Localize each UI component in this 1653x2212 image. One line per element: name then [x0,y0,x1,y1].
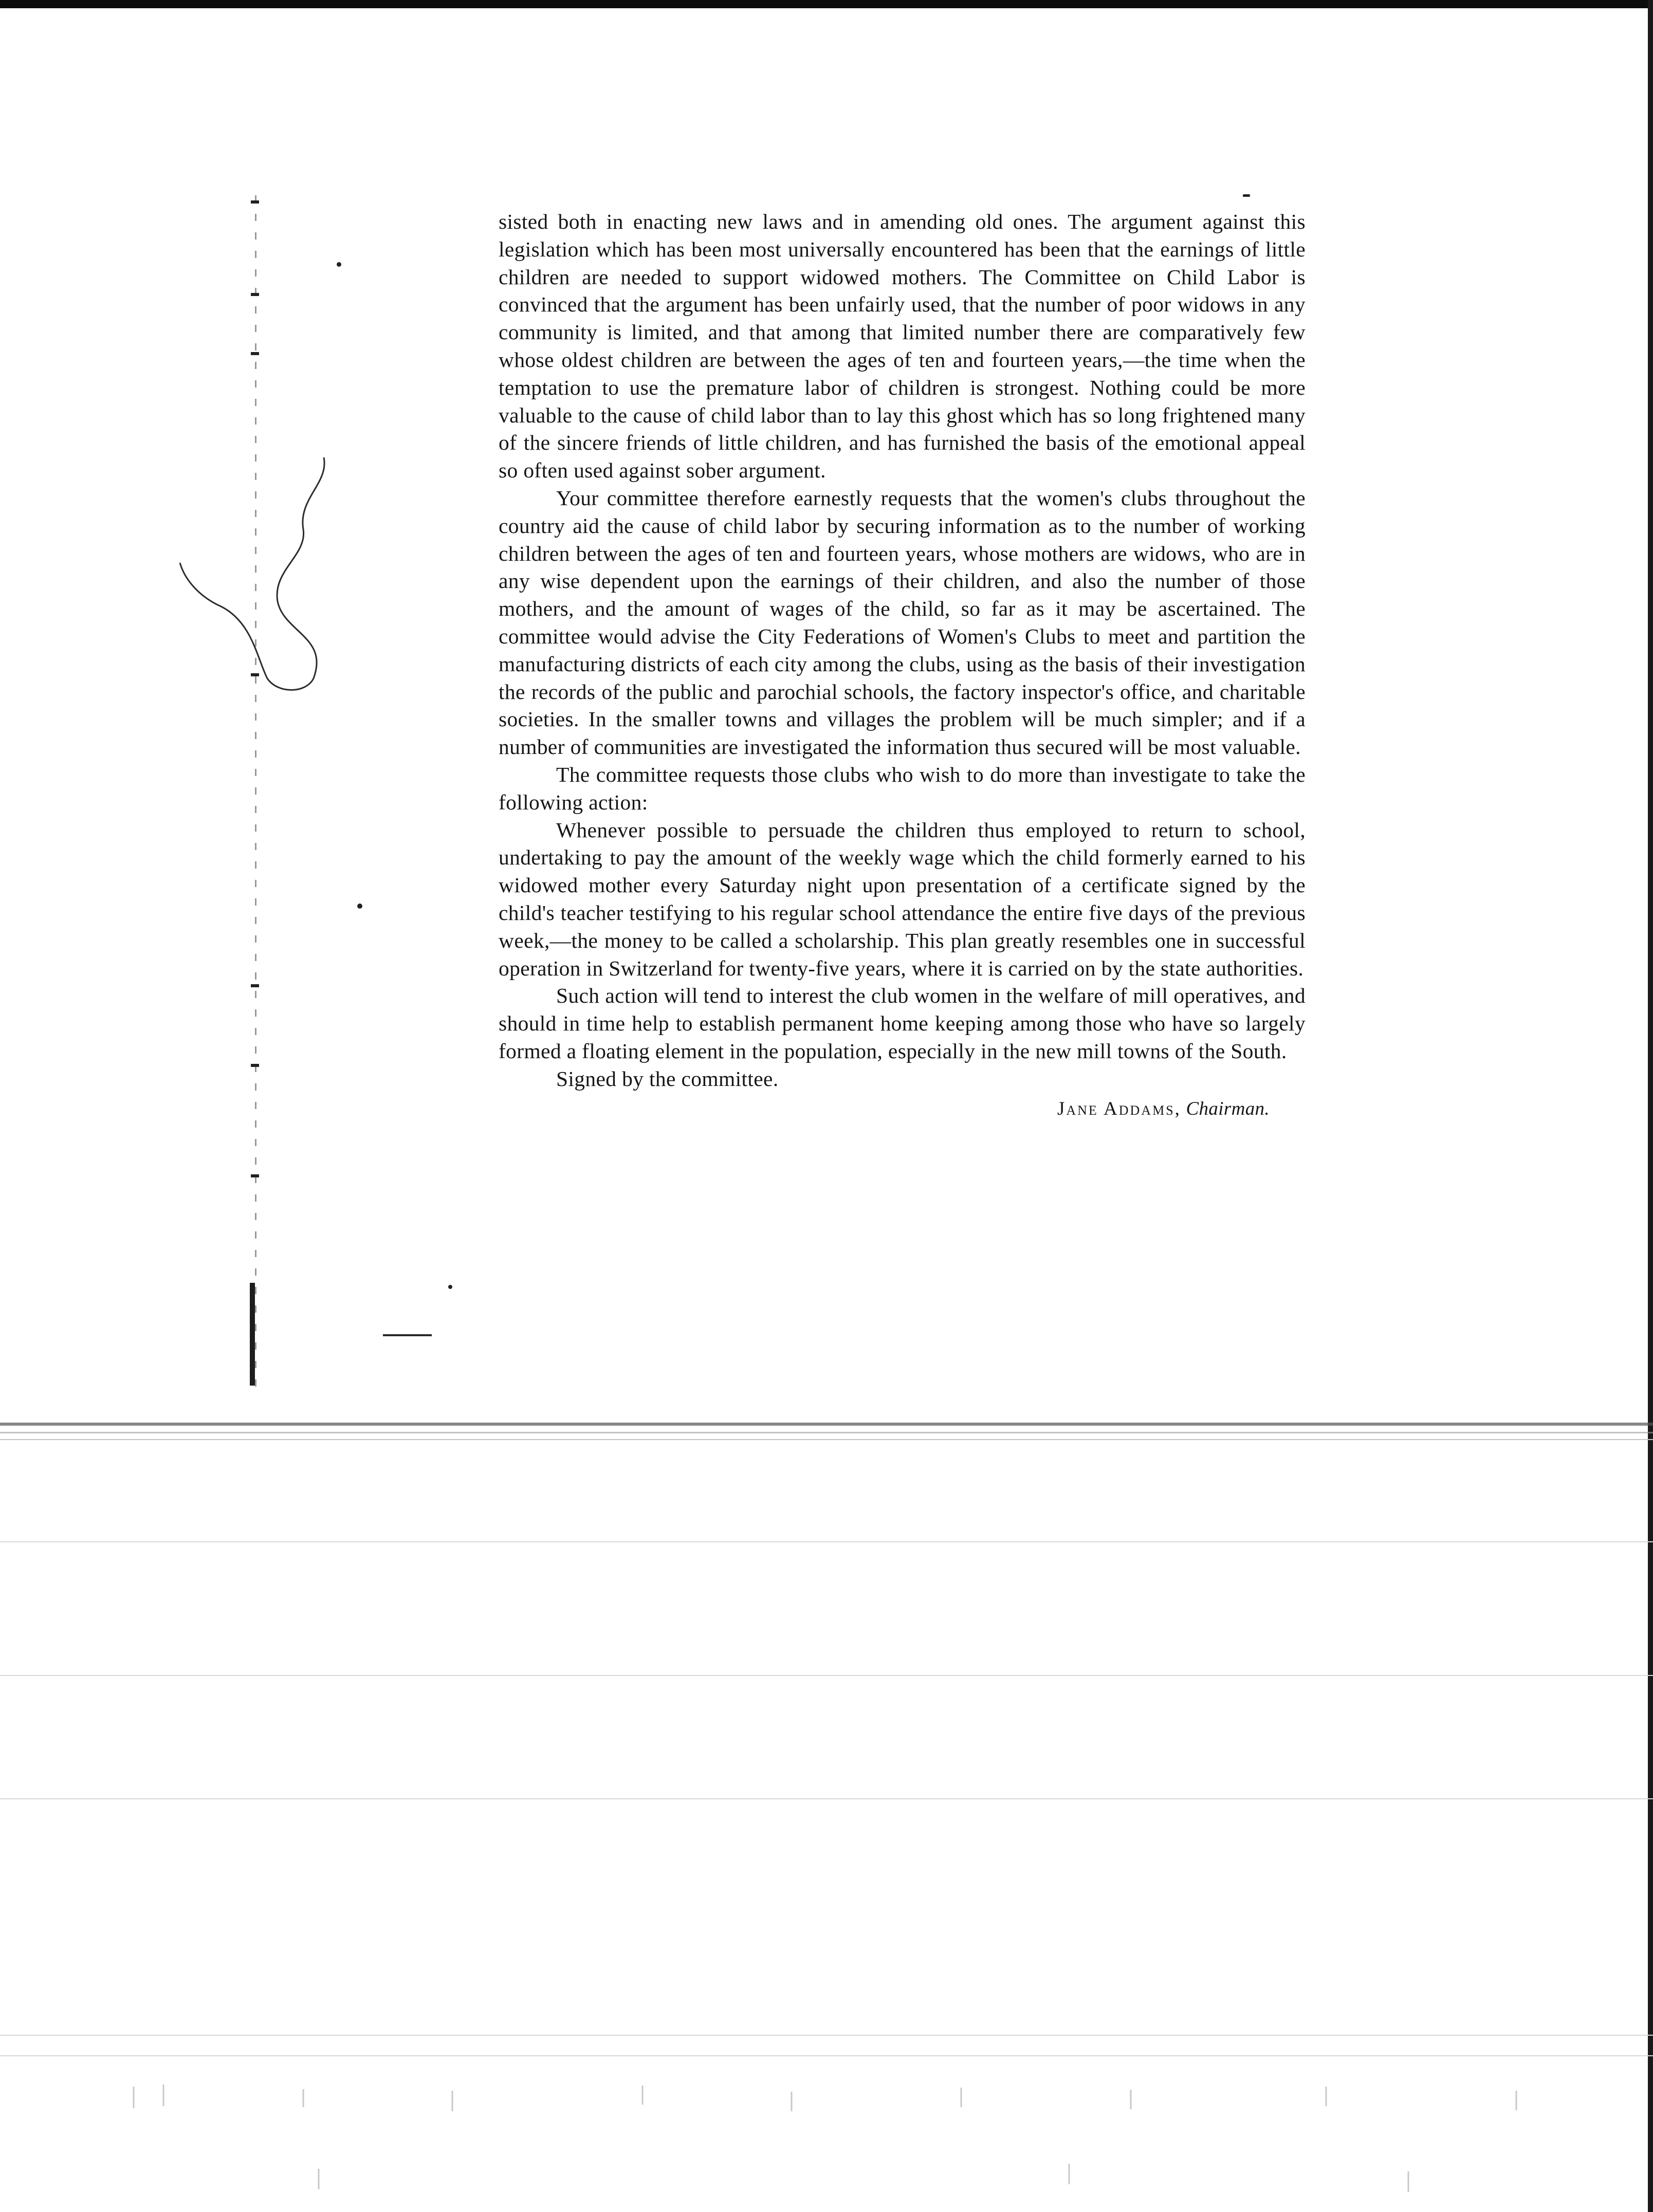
page-fold-line [0,1418,1653,1441]
paragraph-2: Your committee therefore earnestly requests that the women's clubs throughout the country aid the cause of child labor by securing information as to the number of working children between the ages of ten and fourteen years, whose mothers are widows, who are in any wise dependent upon the earnings of their children, and also the number of those mothers, and the amount of wages of the child, so far as it may be ascertained. The committee would advise the City Federations of Women's Clubs to meet and partition the manufacturing districts of each city among the clubs, using as the basis of their investigation the records of the public and parochial schools, the factory inspector's office, and charitable societies. In the smaller towns and villages the problem will be much simpler; and if a number of communities are investigated the information thus secured will be most valuable. [499,486,1306,759]
binding-dotted-rule [255,195,256,1388]
paragraph-1: sisted both in enacting new laws and in amending old ones. The argument against this legislation which has been most universally encountered has been that the earnings of little children are needed to support widowed mothers. The Committee on Child Labor is convinced that the argument has been unfairly used, that the number of poor widows in any community is limited, and that among that limited number there are comparatively few whose oldest children are between the ages of ten and fourteen years,—the time when the temptation to use the premature labor of children is strongest. Nothing could be more valuable to the cause of child labor than to lay this ghost which has so long frightened many of the sincere friends of little children, and has furnished the basis of the emotional appeal so often used against sober argument. [499,210,1306,483]
binding-tick [251,293,259,296]
scan-speck [337,262,341,267]
scan-speck [357,904,362,909]
binding-dark-bar [250,1283,255,1386]
scan-speck [448,1285,452,1289]
paragraph-4: Whenever possible to persuade the children thus employed to return to school, undertaking to pay the amount of the weekly wage which the child formerly earned to his widowed mother every Saturday night upon presentation of a certificate signed by the child's teacher testifying to his regular school attendance the entire five days of the previous week,—the money to be called a scholarship. This plan greatly resembles one in successful operation in Switzerland for twenty-five years, where it is carried on by the state authorities. [499,818,1306,980]
scan-dash-mark [383,1334,432,1336]
signature-title: Chairman. [1186,1098,1270,1119]
binding-tick [251,1174,259,1177]
signed-line: Signed by the committee. [556,1066,779,1091]
binding-tick [251,200,259,204]
paragraph-5: Such action will tend to interest the club women in the welfare of mill operatives, and should in time help to establish permanent home keeping among those who have so largely formed a floating element in the population, especially in the new mill towns of the South. [499,984,1306,1063]
binding-edge-marks [244,195,269,1388]
document-text [499,208,1306,1122]
binding-tick [251,1064,259,1067]
scan-speck [1243,194,1250,197]
scan-top-border [0,0,1653,8]
stray-thread-mark [175,452,339,699]
scan-streaks [0,1460,1653,2210]
binding-tick [251,984,259,987]
signature [499,1095,1306,1123]
signature-name: Jane Addams, [1057,1098,1181,1119]
paragraph-3: The committee requests those clubs who wish to do more than investigate to take the following action: [499,762,1306,814]
binding-tick [251,352,259,355]
